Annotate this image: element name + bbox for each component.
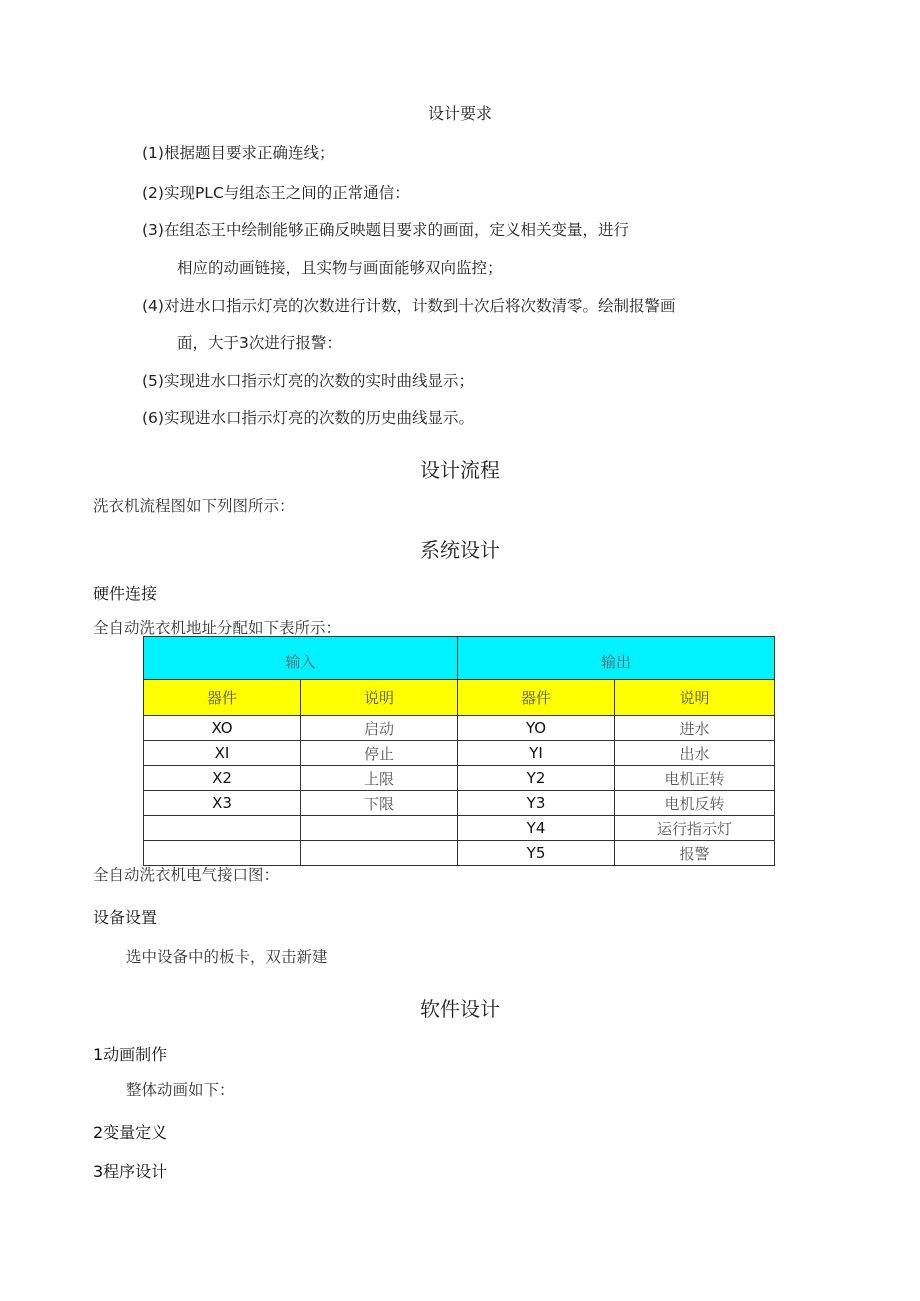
requirement-item-6: (6)实现进水口指示灯亮的次数的历史曲线显示。 — [142, 409, 474, 427]
input-device-header: 器件 — [144, 680, 301, 716]
input-device-cell: X2 — [144, 766, 301, 791]
input-device-cell: X3 — [144, 791, 301, 816]
output-device-cell: Y2 — [458, 766, 615, 791]
input-device-cell: XO — [144, 716, 301, 741]
input-desc-cell: 上限 — [301, 766, 458, 791]
table-row — [144, 841, 775, 866]
table-row — [144, 741, 775, 766]
output-desc-header: 说明 — [615, 680, 775, 716]
requirement-item-4: (4)对进水口指示灯亮的次数进行计数，计数到十次后将次数清零。绘制报警画 — [142, 297, 676, 315]
output-desc-cell: 出水 — [615, 741, 775, 766]
animation-heading: 1动画制作 — [93, 1045, 168, 1064]
input-device-cell: XI — [144, 741, 301, 766]
device-settings-text: 选中设备中的板卡，双击新建 — [126, 948, 328, 966]
wiring-text: 全自动洗衣机电气接口图： — [93, 866, 280, 884]
table-group-header-row — [144, 637, 775, 680]
design-flow-heading: 设计流程 — [420, 458, 500, 482]
input-desc-cell: 启动 — [301, 716, 458, 741]
device-settings-heading: 设备设置 — [93, 908, 158, 927]
output-device-cell: YO — [458, 716, 615, 741]
requirement-item-3: (3)在组态王中绘制能够正确反映题目要求的画面，定义相关变量，进行 — [142, 221, 629, 239]
output-device-cell: Y4 — [458, 816, 615, 841]
input-desc-header: 说明 — [301, 680, 458, 716]
variable-definition-heading: 2变量定义 — [93, 1123, 168, 1142]
requirements-title: 设计要求 — [427, 104, 492, 123]
hardware-heading: 硬件连接 — [93, 584, 158, 603]
address-allocation-table — [143, 636, 775, 866]
output-device-cell: YI — [458, 741, 615, 766]
output-desc-cell: 进水 — [615, 716, 775, 741]
input-device-cell — [144, 816, 301, 841]
table-row — [144, 716, 775, 741]
table-row — [144, 766, 775, 791]
input-desc-cell — [301, 816, 458, 841]
output-desc-cell: 报警 — [615, 841, 775, 866]
animation-text: 整体动画如下： — [126, 1081, 235, 1099]
output-header: 输出 — [458, 637, 775, 680]
software-design-heading: 软件设计 — [420, 997, 500, 1021]
requirement-item-2: (2)实现PLC与组态王之间的正常通信： — [142, 184, 410, 202]
input-desc-cell — [301, 841, 458, 866]
hardware-text: 全自动洗衣机地址分配如下表所示： — [93, 619, 342, 637]
output-desc-cell: 运行指示灯 — [615, 816, 775, 841]
input-desc-cell: 下限 — [301, 791, 458, 816]
table-column-header-row — [144, 680, 775, 716]
requirement-item-1: (1)根据题目要求正确连线； — [142, 144, 335, 162]
system-design-heading: 系统设计 — [420, 538, 500, 562]
requirement-item-5: (5)实现进水口指示灯亮的次数的实时曲线显示； — [142, 372, 474, 390]
output-desc-cell: 电机正转 — [615, 766, 775, 791]
output-desc-cell: 电机反转 — [615, 791, 775, 816]
input-desc-cell: 停止 — [301, 741, 458, 766]
requirement-item-4-cont: 面，大于3次进行报警： — [177, 334, 342, 352]
output-device-cell: Y3 — [458, 791, 615, 816]
requirement-item-3-cont: 相应的动画链接，且实物与画面能够双向监控； — [177, 259, 503, 277]
table-row — [144, 791, 775, 816]
table-row — [144, 816, 775, 841]
output-device-cell: Y5 — [458, 841, 615, 866]
input-device-cell — [144, 841, 301, 866]
input-header: 输入 — [144, 637, 458, 680]
program-design-heading: 3程序设计 — [93, 1162, 168, 1181]
output-device-header: 器件 — [458, 680, 615, 716]
design-flow-text: 洗衣机流程图如下列图所示： — [93, 497, 295, 515]
